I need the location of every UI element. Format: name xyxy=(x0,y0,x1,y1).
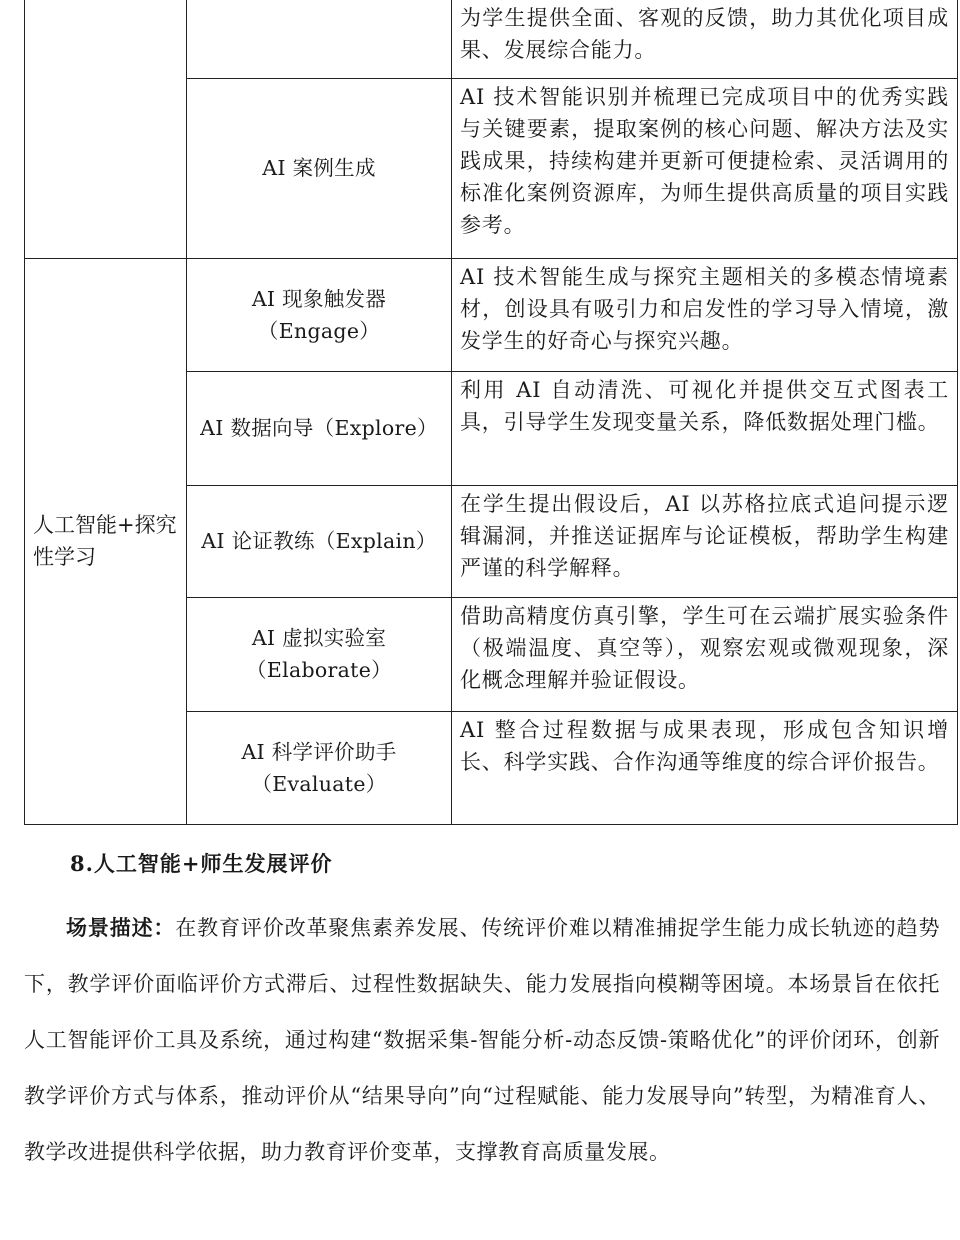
tool-name: AI 现象触发器 xyxy=(251,286,387,311)
description-cell: AI 整合过程数据与成果表现，形成包含知识增长、科学实践、合作沟通等维度的综合评价报告。 xyxy=(452,711,958,824)
description-cell: 在学生提出假设后，AI 以苏格拉底式追问提示逻辑漏洞，并推送证据库与论证模板，帮助学生构建严谨的科学解释。 xyxy=(452,485,958,597)
category-cell: 人工智能+探究性学习 xyxy=(25,258,187,824)
tool-cell xyxy=(187,485,452,597)
table-row xyxy=(25,0,958,78)
description-cell: 利用 AI 自动清洗、可视化并提供交互式图表工具，引导学生发现变量关系，降低数据处理门槛。 xyxy=(452,371,958,485)
tool-phase: （Elaborate） xyxy=(246,658,392,682)
scenario-paragraph xyxy=(24,900,940,1180)
description-cell: AI 技术智能识别并梳理已完成项目中的优秀实践与关键要素，提取案例的核心问题、解决方法及实践成果，持续构建并更新可便捷检索、灵活调用的标准化案例资源库，为师生提供高质量的项目实践参考。 xyxy=(452,78,958,258)
tool-name: AI 虚拟实验室 xyxy=(251,626,387,650)
description-cell: 借助高精度仿真引擎，学生可在云端扩展实验条件（极端温度、真空等），观察宏观或微观现象，深化概念理解并验证假设。 xyxy=(452,597,958,711)
scenario-lead: 场景描述： xyxy=(66,915,176,940)
tool-name: AI 数据向导（Explore） xyxy=(200,416,438,440)
tool-cell: AI 案例生成 xyxy=(187,78,452,258)
section-heading: 8.人工智能+师生发展评价 xyxy=(70,851,333,876)
description-cell: 为学生提供全面、客观的反馈，助力其优化项目成果、发展综合能力。 xyxy=(452,0,958,78)
scenario-body: 在教育评价改革聚焦素养发展、传统评价难以精准捕捉学生能力成长轨迹的趋势下，教学评价面临评价方式滞后、过程性数据缺失、能力发展指向模糊等困境。本场景旨在依托人工智能评价工具及系统，通过构建“数据采集-智能分析-动态反馈-策略优化”的评价闭环，创新教学评价方式与体系，推动评价从“结果导向”向“过程赋能、能力发展导向”转型，为精准育人、教学改进提供科学依据，助力教育评价变革，支撑教育高质量发展。 xyxy=(24,916,941,1164)
tool-cell xyxy=(187,258,452,371)
scenario-table xyxy=(24,0,958,825)
tool-cell xyxy=(187,371,452,485)
category-cell-empty xyxy=(25,0,187,258)
tool-name: AI 科学评价助手 xyxy=(241,739,397,764)
tool-name: AI 论证教练（Explain） xyxy=(201,529,437,553)
tool-cell-empty xyxy=(187,0,452,78)
tool-phase: （Engage） xyxy=(257,318,381,343)
tool-cell xyxy=(187,597,452,711)
tool-cell xyxy=(187,711,452,824)
table-row xyxy=(25,258,958,371)
tool-phase: （Evaluate） xyxy=(251,771,387,796)
description-cell: AI 技术智能生成与探究主题相关的多模态情境素材，创设具有吸引力和启发性的学习导入情境，激发学生的好奇心与探究兴趣。 xyxy=(452,258,958,371)
